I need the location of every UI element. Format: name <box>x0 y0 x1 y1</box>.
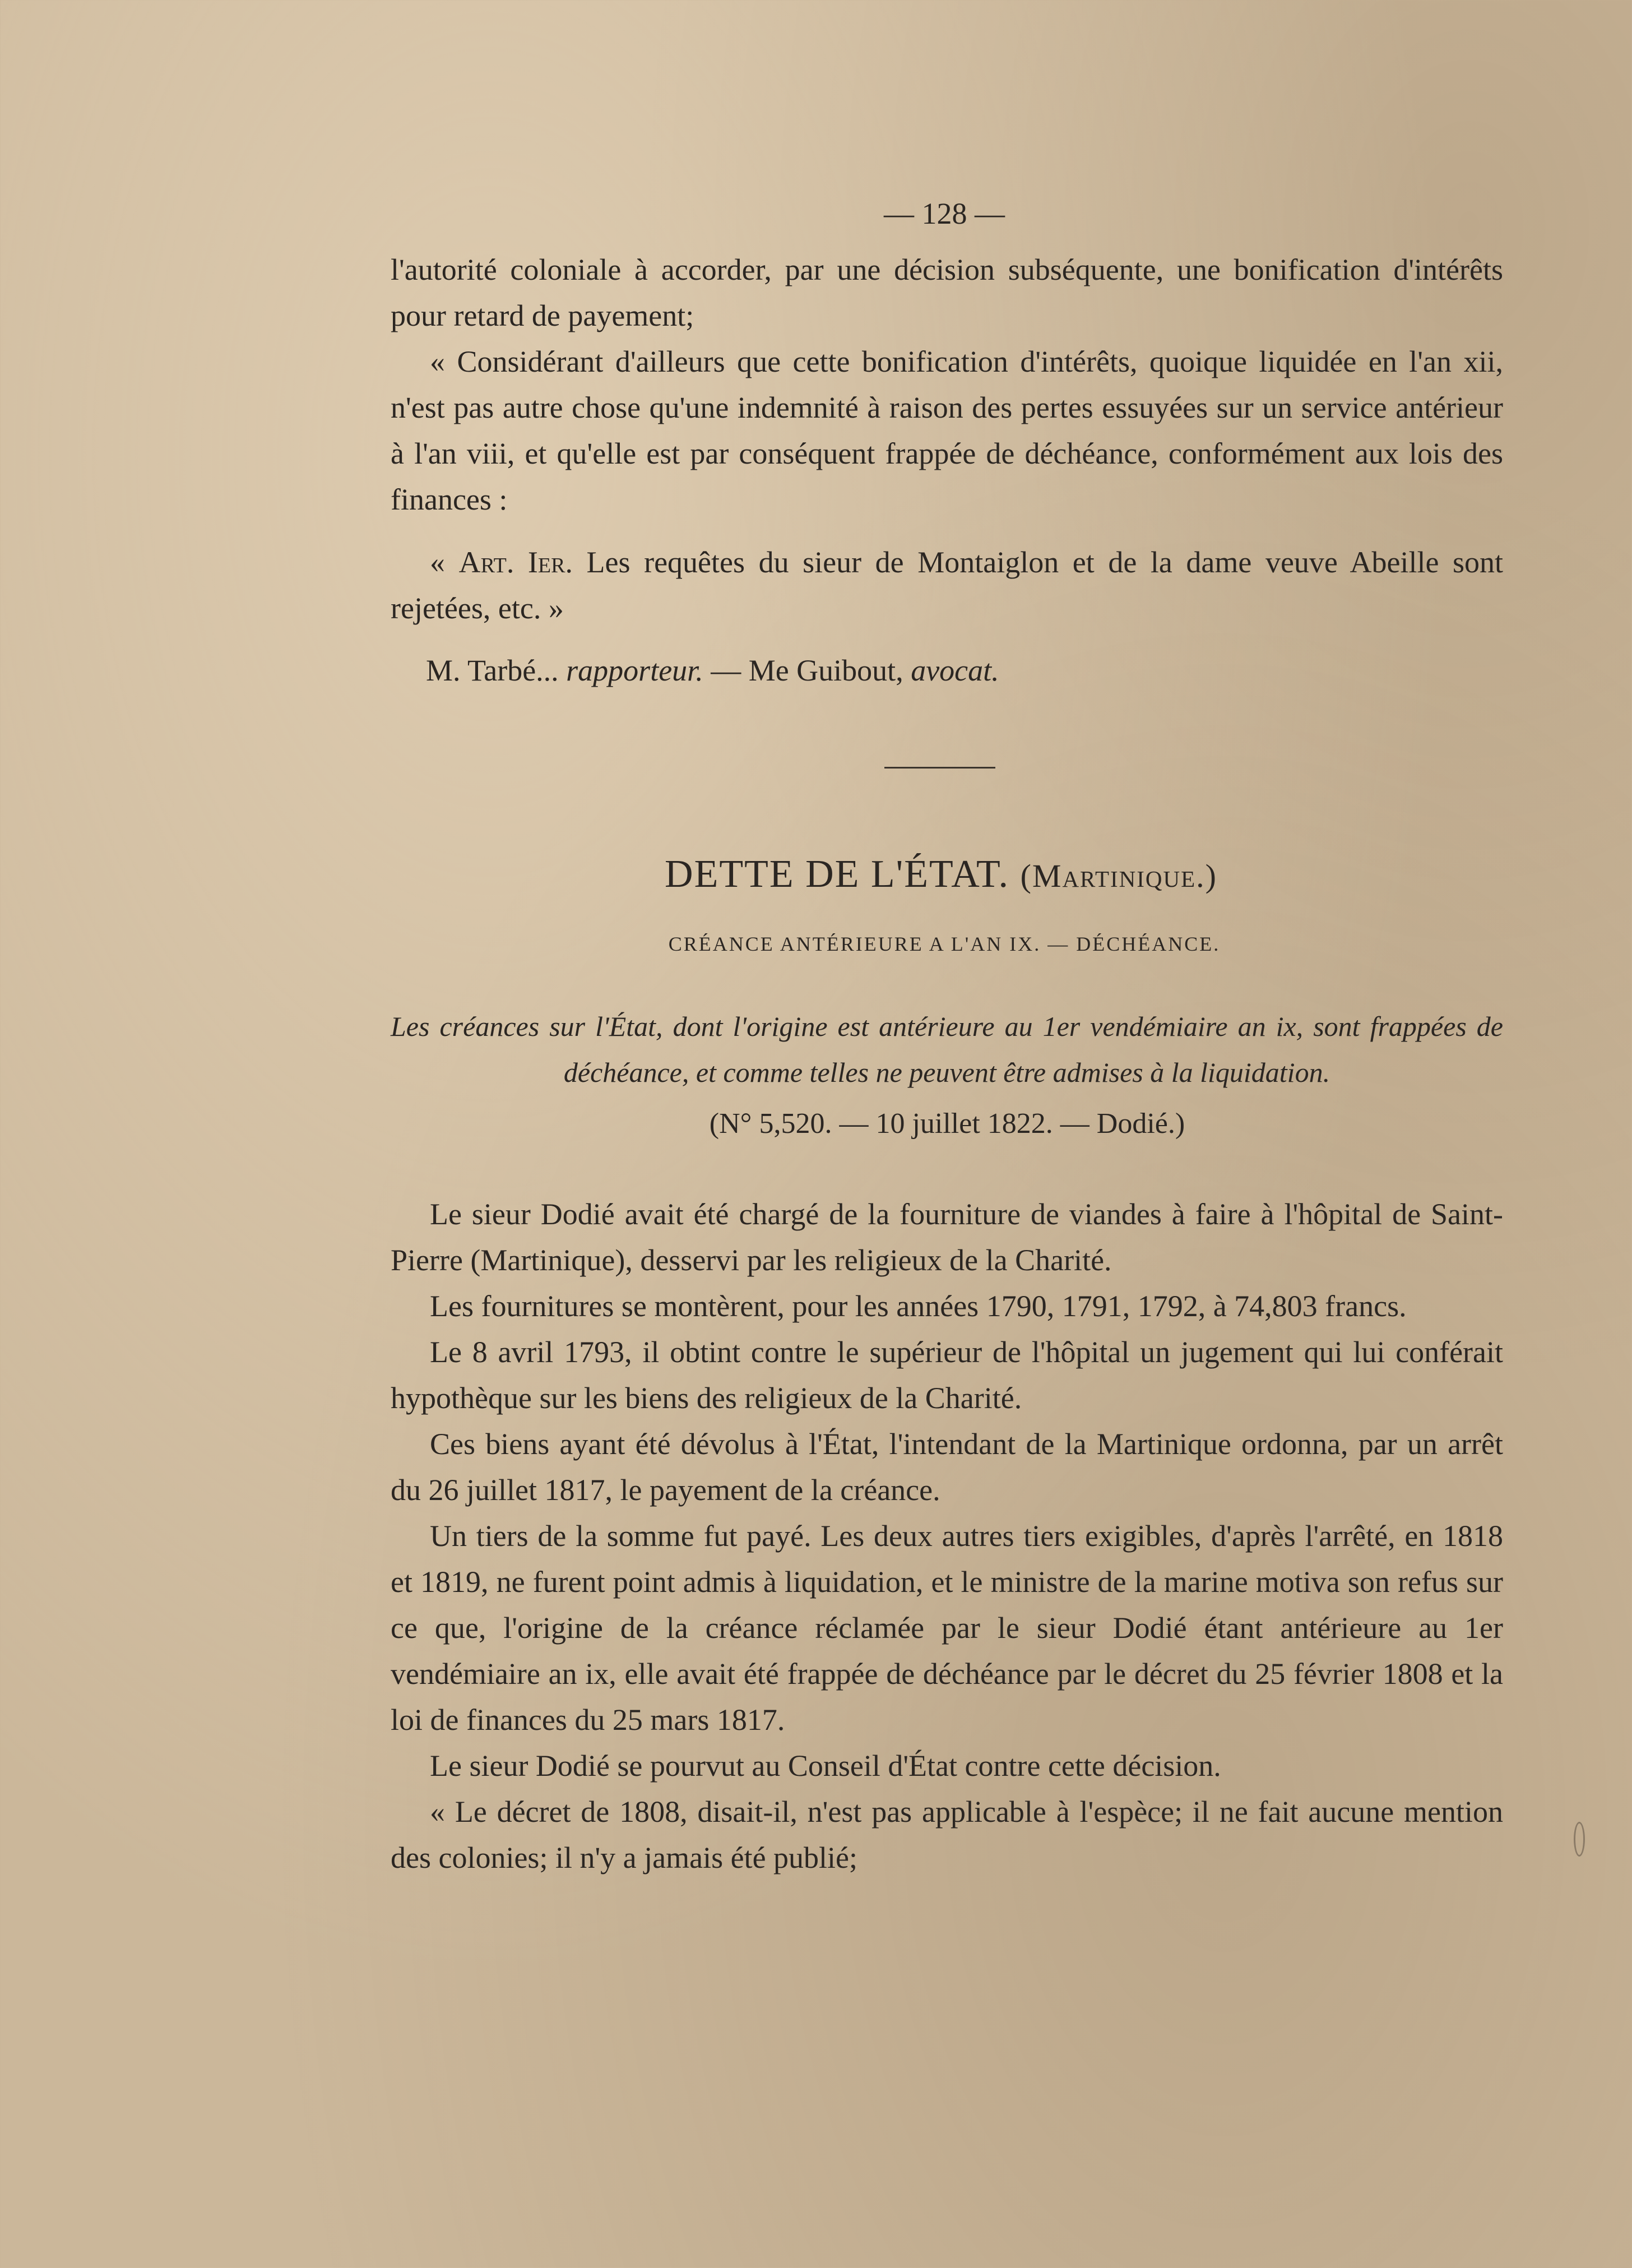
paragraph: Un tiers de la somme fut payé. Les deux autres tiers exigibles, d'après l'arrêté, en 1818 et 1819, ne furent point admis à liquidation, et le ministre de la marine motiva son refus sur ce que, l'origine de la créance réclamée par le sieur Dodié étant antérieure au 1er vendémiaire an ix, elle avait été frappée de déchéance par le décret du 25 février 1808 et la loi de finances du 25 mars 1817. <box>391 1519 1503 1737</box>
section-divider <box>884 767 995 769</box>
paragraph: « Considérant d'ailleurs que cette bonification d'intérêts, quoique liquidée en l'an xii, n'est pas autre chose qu'une indemnité à raison des pertes essuyées sur un service antérieur à l'an viii, et qu'elle est par conséquent frappée de déchéance, conformément aux lois des finances : <box>391 345 1503 516</box>
section-title <box>0 852 1632 897</box>
signature-separator: — <box>711 654 749 687</box>
signature-line <box>426 653 999 688</box>
section-title-text: DETTE DE L'ÉTAT. <box>665 853 1010 896</box>
article-label: Art. Ier. <box>458 545 573 579</box>
section-subtitle: CRÉANCE ANTÉRIEURE A L'AN IX. — DÉCHÉANCE. <box>668 933 1221 955</box>
paragraph: Ces biens ayant été dévolus à l'État, l'intendant de la Martinique ordonna, par un arrêt du 26 juillet 1817, le payement de la créance. <box>391 1427 1503 1507</box>
page-number: — 128 — <box>884 197 1005 230</box>
paragraph: Le sieur Dodié avait été chargé de la fourniture de viandes à faire à l'hôpital de Saint-Pierre (Martinique), desservi par les religieux de la Charité. <box>391 1197 1503 1277</box>
article-open-quote: « <box>430 545 459 579</box>
reporter-role: rapporteur. <box>566 654 703 687</box>
body-text-block <box>391 1191 1503 1881</box>
article-text: Les requêtes du sieur de Montaiglon et de la dame veuve Abeille sont rejetées, etc. » <box>391 545 1504 625</box>
section-place: (Martinique.) <box>1020 858 1217 894</box>
paragraph: Les fournitures se montèrent, pour les années 1790, 1791, 1792, à 74,803 francs. <box>430 1289 1407 1323</box>
section-summary: Les créances sur l'État, dont l'origine est antérieure au 1er vendémiaire an ix, sont frappées de déchéance, et comme telles ne peuvent être admises à la liquidation. <box>391 1011 1503 1088</box>
article-paragraph <box>391 539 1503 631</box>
paragraph: Le 8 avril 1793, il obtint contre le supérieur de l'hôpital un jugement qui lui conférait hypothèque sur les biens des religieux de la Charité. <box>391 1335 1503 1415</box>
margin-mark <box>1574 1822 1585 1857</box>
case-reference: (N° 5,520. — 10 juillet 1822. — Dodié.) <box>709 1108 1185 1140</box>
paragraph: Le sieur Dodié se pourvut au Conseil d'État contre cette décision. <box>430 1749 1221 1783</box>
reporter-name: M. Tarbé... <box>426 654 559 687</box>
lawyer-role: avocat. <box>911 654 999 687</box>
paragraph: « Le décret de 1808, disait-il, n'est pas applicable à l'espèce; il ne fait aucune mention des colonies; il n'y a jamais été publié; <box>391 1795 1503 1874</box>
top-text-block <box>391 247 1503 631</box>
lawyer-name: Me Guibout, <box>748 654 903 687</box>
paragraph: l'autorité coloniale à accorder, par une décision subséquente, une bonification d'intérêts pour retard de payement; <box>391 253 1503 332</box>
